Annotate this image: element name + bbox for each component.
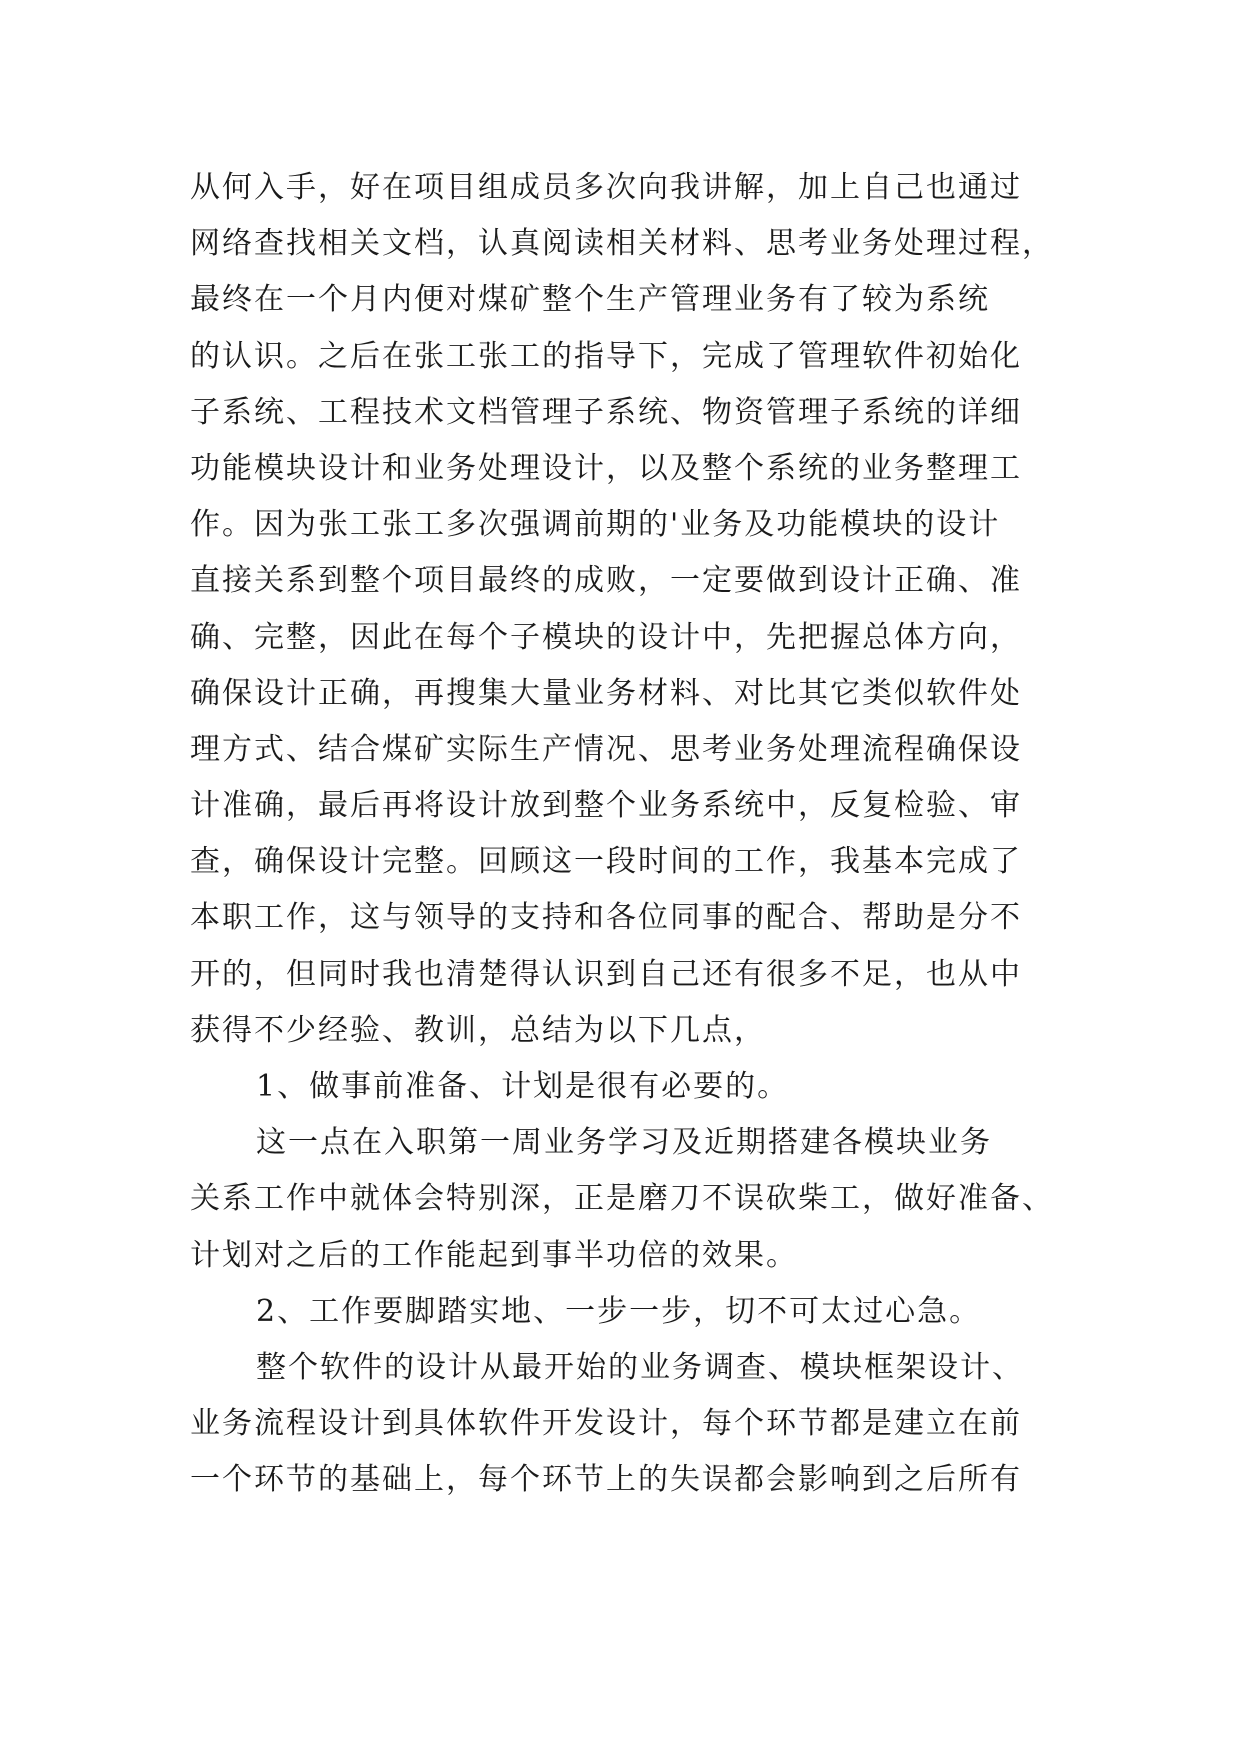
text-line-13: 查，确保设计完整。回顾这一段时间的工作，我基本完成了 [190, 844, 1022, 880]
text-line-12: 计准确，最后再将设计放到整个业务系统中，反复检验、审 [190, 788, 1022, 824]
text-line-15: 开的，但同时我也清楚得认识到自己还有很多不足，也从中 [190, 956, 1022, 992]
text-line-6: 功能模块设计和业务处理设计，以及整个系统的业务整理工 [190, 450, 1022, 486]
text-line-3: 最终在一个月内便对煤矿整个生产管理业务有了较为系统 [190, 282, 990, 318]
text-line-16: 获得不少经验、教训，总结为以下几点， [190, 1012, 766, 1048]
text-line-19: 关系工作中就体会特别深，正是磨刀不误砍柴工，做好准备、 [190, 1181, 1054, 1217]
text-line-2: 网络查找相关文档，认真阅读相关材料、思考业务处理过程， [190, 226, 1054, 262]
text-line-23: 业务流程设计到具体软件开发设计，每个环节都是建立在前 [190, 1406, 1022, 1442]
text-line-4: 的认识。之后在张工张工的指导下，完成了管理软件初始化 [190, 338, 1022, 374]
text-line-8: 直接关系到整个项目最终的成败，一定要做到设计正确、准 [190, 563, 1022, 599]
text-line-11: 理方式、结合煤矿实际生产情况、思考业务处理流程确保设 [190, 731, 1022, 767]
text-line-9: 确、完整，因此在每个子模块的设计中，先把握总体方向， [190, 619, 1022, 655]
text-line-1: 从何入手，好在项目组成员多次向我讲解，加上自己也通过 [190, 170, 1022, 205]
text-line-24: 一个环节的基础上，每个环节上的失误都会影响到之后所有 [190, 1462, 1022, 1498]
text-line-18: 这一点在入职第一周业务学习及近期搭建各模块业务 [256, 1125, 992, 1161]
section-heading-2: 2、工作要脚踏实地、一步一步，切不可太过心急。 [256, 1293, 982, 1329]
text-line-20: 计划对之后的工作能起到事半功倍的效果。 [190, 1237, 798, 1273]
text-line-22: 整个软件的设计从最开始的业务调查、模块框架设计、 [256, 1349, 1024, 1385]
text-line-10: 确保设计正确，再搜集大量业务材料、对比其它类似软件处 [190, 675, 1022, 711]
document-body [190, 160, 1070, 1509]
text-line-7: 作。因为张工张工多次强调前期的'业务及功能模块的设计 [190, 507, 1001, 543]
text-line-5: 子系统、工程技术文档管理子系统、物资管理子系统的详细 [190, 394, 1022, 430]
section-heading-1: 1、做事前准备、计划是很有必要的。 [256, 1069, 790, 1104]
text-line-14: 本职工作，这与领导的支持和各位同事的配合、帮助是分不 [190, 900, 1022, 936]
